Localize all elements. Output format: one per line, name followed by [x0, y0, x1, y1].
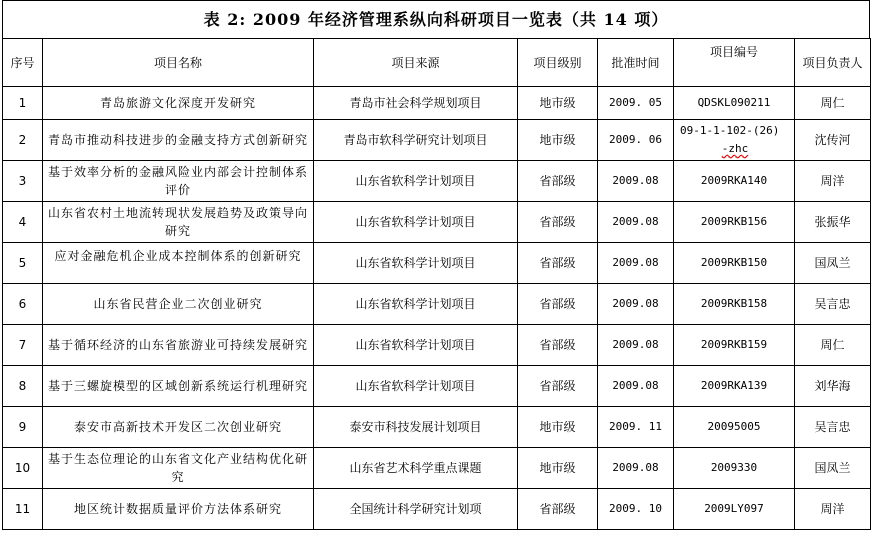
cell-leader: 沈传河	[795, 120, 871, 161]
table-row	[3, 243, 871, 284]
cell-source: 青岛市社会科学规划项目	[314, 87, 518, 120]
table-row	[3, 87, 871, 120]
table-row	[3, 284, 871, 325]
table-row	[3, 489, 871, 530]
header-source: 项目来源	[314, 39, 518, 87]
cell-leader: 吴言忠	[795, 284, 871, 325]
cell-index: 6	[3, 284, 43, 325]
cell-leader: 周洋	[795, 489, 871, 530]
cell-index: 2	[3, 120, 43, 161]
cell-code: 2009LY097	[674, 489, 795, 530]
cell-level: 省部级	[518, 202, 598, 243]
cell-date: 2009.08	[598, 284, 674, 325]
cell-code: 2009330	[674, 448, 795, 489]
cell-source: 全国统计科学研究计划项	[314, 489, 518, 530]
cell-source: 山东省软科学计划项目	[314, 366, 518, 407]
cell-code: QDSKL090211	[674, 87, 795, 120]
cell-date: 2009.08	[598, 161, 674, 202]
cell-leader: 周洋	[795, 161, 871, 202]
cell-name: 青岛旅游文化深度开发研究	[43, 87, 314, 120]
cell-level: 省部级	[518, 284, 598, 325]
cell-name: 应对金融危机企业成本控制体系的创新研究	[43, 243, 314, 284]
cell-index: 4	[3, 202, 43, 243]
cell-index: 11	[3, 489, 43, 530]
cell-level: 地市级	[518, 448, 598, 489]
header-level: 项目级别	[518, 39, 598, 87]
table-row	[3, 448, 871, 489]
cell-code: 2009RKB158	[674, 284, 795, 325]
cell-index: 9	[3, 407, 43, 448]
code-line-2	[680, 140, 790, 158]
header-leader: 项目负责人	[795, 39, 871, 87]
cell-name: 山东省农村土地流转现状发展趋势及政策导向研究	[43, 202, 314, 243]
cell-name: 青岛市推动科技进步的金融支持方式创新研究	[43, 120, 314, 161]
cell-date: 2009. 06	[598, 120, 674, 161]
project-table	[2, 38, 871, 530]
cell-source: 山东省软科学计划项目	[314, 325, 518, 366]
cell-leader: 国凤兰	[795, 243, 871, 284]
cell-index: 5	[3, 243, 43, 284]
cell-level: 省部级	[518, 161, 598, 202]
cell-level: 省部级	[518, 325, 598, 366]
cell-name: 基于循环经济的山东省旅游业可持续发展研究	[43, 325, 314, 366]
cell-source: 青岛市软科学研究计划项目	[314, 120, 518, 161]
cell-date: 2009. 10	[598, 489, 674, 530]
cell-name: 基于效率分析的金融风险业内部会计控制体系评价	[43, 161, 314, 202]
cell-level: 省部级	[518, 243, 598, 284]
cell-code: 2009RKB156	[674, 202, 795, 243]
cell-name: 基于三螺旋模型的区域创新系统运行机理研究	[43, 366, 314, 407]
table-header-row	[3, 39, 871, 87]
cell-leader: 刘华海	[795, 366, 871, 407]
cell-source: 山东省软科学计划项目	[314, 161, 518, 202]
cell-date: 2009. 11	[598, 407, 674, 448]
cell-source: 山东省艺术科学重点课题	[314, 448, 518, 489]
table-row	[3, 120, 871, 161]
cell-leader: 张振华	[795, 202, 871, 243]
cell-code: 2009RKA140	[674, 161, 795, 202]
table-row	[3, 366, 871, 407]
cell-date: 2009.08	[598, 202, 674, 243]
cell-code: 2009RKB159	[674, 325, 795, 366]
table-row	[3, 407, 871, 448]
table-row	[3, 325, 871, 366]
cell-source: 山东省软科学计划项目	[314, 243, 518, 284]
cell-code: 20095005	[674, 407, 795, 448]
cell-date: 2009.08	[598, 325, 674, 366]
cell-source: 泰安市科技发展计划项目	[314, 407, 518, 448]
cell-source: 山东省软科学计划项目	[314, 284, 518, 325]
table-row	[3, 161, 871, 202]
cell-name: 泰安市高新技术开发区二次创业研究	[43, 407, 314, 448]
table-row	[3, 202, 871, 243]
cell-index: 7	[3, 325, 43, 366]
table-title: 表 2: 2009 年经济管理系纵向科研项目一览表（共 14 项）	[2, 0, 870, 38]
cell-leader: 周仁	[795, 325, 871, 366]
header-index: 序号	[3, 39, 43, 87]
cell-name: 基于生态位理论的山东省文化产业结构优化研究	[43, 448, 314, 489]
code-line-2-text: -zhc	[721, 142, 749, 155]
cell-code: 2009RKB150	[674, 243, 795, 284]
header-date: 批准时间	[598, 39, 674, 87]
header-code: 项目编号	[674, 39, 795, 87]
cell-level: 省部级	[518, 366, 598, 407]
code-line-1: 09-1-1-102-(26)	[680, 124, 780, 137]
cell-level: 地市级	[518, 407, 598, 448]
cell-name: 地区统计数据质量评价方法体系研究	[43, 489, 314, 530]
cell-index: 8	[3, 366, 43, 407]
cell-source: 山东省软科学计划项目	[314, 202, 518, 243]
cell-level: 地市级	[518, 87, 598, 120]
cell-leader: 国凤兰	[795, 448, 871, 489]
cell-level: 地市级	[518, 120, 598, 161]
cell-leader: 吴言忠	[795, 407, 871, 448]
cell-index: 10	[3, 448, 43, 489]
cell-date: 2009.08	[598, 243, 674, 284]
cell-date: 2009.08	[598, 448, 674, 489]
cell-index: 3	[3, 161, 43, 202]
cell-leader: 周仁	[795, 87, 871, 120]
cell-level: 省部级	[518, 489, 598, 530]
header-name: 项目名称	[43, 39, 314, 87]
cell-date: 2009. 05	[598, 87, 674, 120]
cell-index: 1	[3, 87, 43, 120]
cell-date: 2009.08	[598, 366, 674, 407]
cell-code: 2009RKA139	[674, 366, 795, 407]
cell-code	[674, 120, 795, 161]
cell-name: 山东省民营企业二次创业研究	[43, 284, 314, 325]
